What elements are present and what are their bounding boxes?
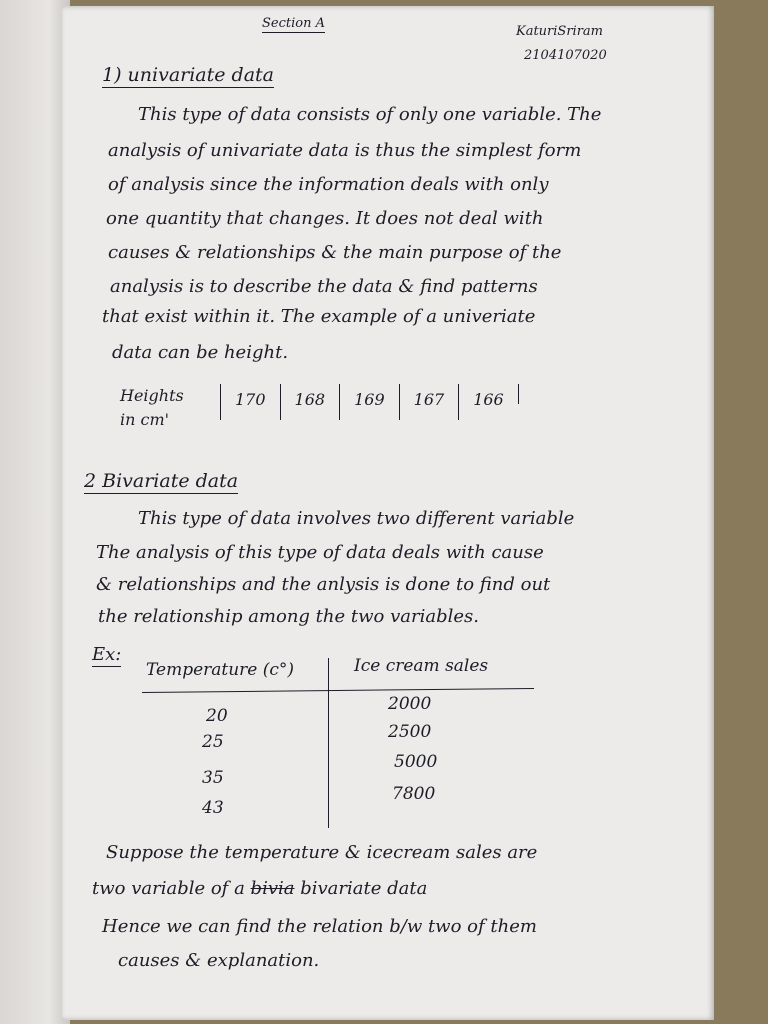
notebook-page <box>62 6 714 1020</box>
table-cell-temp: 20 <box>206 706 228 726</box>
height-value: 170 <box>220 384 280 420</box>
section2-line: This type of data involves two different variable <box>138 508 575 529</box>
section1-line: analysis of univariate data is thus the simplest form <box>108 140 582 161</box>
section2-heading: 2 Bivariate data <box>84 470 239 492</box>
section2-line: the relationship among the two variables. <box>98 606 479 627</box>
table-cell-temp: 25 <box>202 732 224 752</box>
section-title: Section A <box>262 16 325 31</box>
section1-heading: 1) univariate data <box>102 64 275 86</box>
header-divider <box>142 688 534 693</box>
example-label: Ex: <box>92 644 122 665</box>
table-cell-temp: 43 <box>202 798 224 818</box>
section1-line: data can be height. <box>112 342 289 363</box>
table-cell-sales: 2000 <box>388 694 432 714</box>
student-name: KaturiSriram <box>516 24 604 39</box>
section2-line: The analysis of this type of data deals with cause <box>96 542 544 563</box>
closing-line: Suppose the temperature & icecream sales are <box>106 842 538 863</box>
closing-line: causes & explanation. <box>118 950 320 971</box>
facing-page-edge <box>0 0 70 1024</box>
column-divider <box>328 658 329 828</box>
table-end-divider <box>518 384 525 404</box>
roll-number: 2104107020 <box>524 48 607 63</box>
section1-line: This type of data consists of only one variable. The <box>138 104 602 125</box>
section1-line: causes & relationships & the main purpose of the <box>108 242 562 263</box>
column-header-sales: Ice cream sales <box>354 656 489 676</box>
temperature-sales-table <box>142 654 552 844</box>
struck-word: bivia <box>250 878 295 899</box>
closing-line: two variable of a bivia bivariate data <box>92 878 428 899</box>
section2-line: & relationships and the anlysis is done to find out <box>96 574 551 595</box>
column-header-temperature: Temperature (c°) <box>146 660 295 680</box>
table-cell-sales: 7800 <box>392 784 436 804</box>
section1-line: analysis is to describe the data & find patterns <box>110 276 538 297</box>
height-value: 166 <box>458 384 518 420</box>
section1-line: one quantity that changes. It does not deal with <box>106 208 544 229</box>
height-value: 169 <box>339 384 399 420</box>
height-value: 168 <box>280 384 340 420</box>
closing-line: Hence we can find the relation b/w two of them <box>102 916 537 937</box>
table-cell-sales: 5000 <box>394 752 438 772</box>
table-cell-temp: 35 <box>202 768 224 788</box>
height-value: 167 <box>399 384 459 420</box>
heights-label: Heights in cm' <box>120 386 184 429</box>
heights-table <box>120 384 525 432</box>
section1-line: of analysis since the information deals with only <box>108 174 549 195</box>
section1-line: that exist within it. The example of a univeriate <box>102 306 536 327</box>
table-cell-sales: 2500 <box>388 722 432 742</box>
